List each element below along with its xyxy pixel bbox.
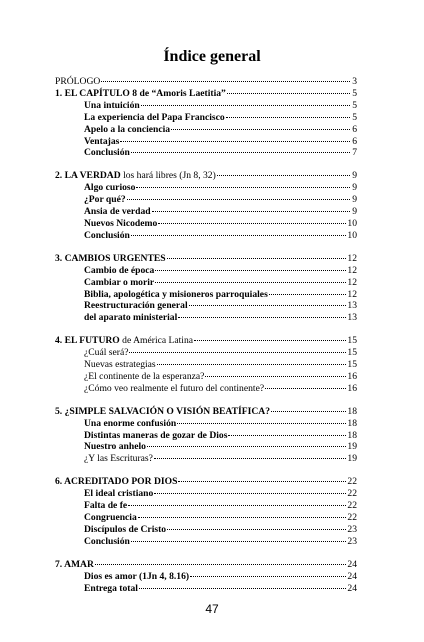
toc-subentry <box>55 488 357 500</box>
toc-entry-text: ¿Por qué? <box>84 194 126 206</box>
toc-page-number: 5 <box>352 99 357 111</box>
toc-entry-text: 2. LA VERDAD <box>55 170 121 182</box>
toc-entry-label <box>55 559 94 571</box>
toc-entry-text: Cambio de época <box>84 264 155 276</box>
dot-leader <box>227 93 350 94</box>
toc-entry-text: 4. EL FUTURO <box>55 335 120 347</box>
toc-section <box>55 170 357 241</box>
dot-leader <box>178 317 346 318</box>
toc-entry-label <box>55 76 100 88</box>
toc-entry-text: 3. CAMBIOS URGENTES <box>55 252 166 264</box>
toc-entry-label <box>84 136 119 148</box>
dot-leader <box>154 493 346 494</box>
toc-entry-text: Reestructuración general <box>84 300 188 312</box>
toc-entry-label <box>84 312 177 324</box>
dot-leader <box>171 129 350 130</box>
dot-leader <box>131 541 347 542</box>
toc-entry-text: los hará libres (Jn 8, 32) <box>120 170 216 182</box>
dot-leader <box>147 446 346 447</box>
dot-leader <box>189 305 347 306</box>
dot-leader <box>127 199 350 200</box>
toc-entry-label <box>84 230 130 242</box>
toc-entry-text: El ideal cristiano <box>84 488 154 500</box>
toc-page-number: 18 <box>347 417 357 429</box>
toc-chapter-entry <box>55 335 357 347</box>
toc-entry-label <box>84 289 268 301</box>
toc-entry-label <box>84 194 126 206</box>
toc-subentry <box>55 300 357 312</box>
toc-entry-label <box>55 476 177 488</box>
toc-entry-label <box>84 300 188 312</box>
toc-entry-label <box>84 512 137 524</box>
toc-subentry <box>55 500 357 512</box>
toc-page-number: 10 <box>347 229 357 241</box>
toc-subentry <box>55 571 357 583</box>
toc-subentry <box>55 182 357 194</box>
toc-subentry <box>55 124 357 136</box>
toc-subentry <box>55 453 357 465</box>
dot-leader <box>120 141 350 142</box>
toc-entry-text: Biblia, apologética y misioneros parroquiales <box>84 288 268 300</box>
toc-page-number: 12 <box>347 288 357 300</box>
toc-entry-label <box>84 265 154 277</box>
toc-page-number: 10 <box>347 217 357 229</box>
toc-subentry <box>55 312 357 324</box>
toc-entry-label <box>84 524 166 536</box>
toc-entry-label <box>84 218 157 230</box>
toc-entry-text: Entrega total <box>84 582 138 594</box>
toc-page-number: 5 <box>352 111 357 123</box>
dot-leader <box>269 294 347 295</box>
toc-entry-text: 7. AMAR <box>55 558 94 570</box>
toc-page-number: 15 <box>347 335 357 347</box>
toc-entry-text: ¿El continente de la esperanza? <box>84 370 205 382</box>
toc-subentry <box>55 383 357 395</box>
toc-subentry <box>55 430 357 442</box>
toc-subentry <box>55 136 357 148</box>
toc-subentry <box>55 218 357 230</box>
toc-page-number: 5 <box>352 87 357 99</box>
toc-entry-text: Apelo a la conciencia <box>84 123 171 135</box>
toc-entry-text: Distintas maneras de gozar de Dios <box>84 429 228 441</box>
toc-page-number: 15 <box>347 359 357 371</box>
toc-subentry <box>55 100 357 112</box>
toc-subentry <box>55 536 357 548</box>
toc-page-number: 12 <box>347 264 357 276</box>
toc-chapter-entry <box>55 559 357 571</box>
toc-entry-text: Nuevas estrategias <box>84 359 156 371</box>
dot-leader <box>271 411 346 412</box>
toc-subentry <box>55 194 357 206</box>
toc-entry-label <box>84 441 146 453</box>
toc-page-number: 9 <box>352 182 357 194</box>
dot-leader <box>136 187 350 188</box>
dot-leader <box>131 235 347 236</box>
dot-leader <box>131 152 350 153</box>
dot-leader <box>178 481 346 482</box>
toc-entry-text: Falta de fe <box>84 500 128 512</box>
toc-page-number: 18 <box>347 405 357 417</box>
toc-entry-label <box>55 170 216 182</box>
toc-subentry <box>55 347 357 359</box>
toc-subentry <box>55 371 357 383</box>
toc-entry-label <box>84 112 225 124</box>
toc-subentry <box>55 441 357 453</box>
toc-subentry <box>55 112 357 124</box>
toc-subentry <box>55 512 357 524</box>
dot-leader <box>95 564 347 565</box>
page-title: Índice general <box>163 48 261 65</box>
toc-entry-text: Cambiar o morir <box>84 276 155 288</box>
toc-entry-text: Algo curioso <box>84 182 136 194</box>
toc-page-number: 22 <box>347 512 357 523</box>
toc-page-number: 12 <box>347 276 357 288</box>
dot-leader <box>158 223 346 224</box>
toc-entry-label <box>84 347 128 359</box>
toc-subentry <box>55 265 357 277</box>
toc-entry-label <box>84 371 204 383</box>
toc-entry-label <box>84 571 189 583</box>
toc-entry-label <box>84 100 140 112</box>
toc-page-number: 12 <box>347 252 357 264</box>
toc-page-number: 6 <box>352 123 357 135</box>
toc-entry-text: ¿Y las Escrituras? <box>84 453 153 465</box>
toc-page-number: 22 <box>347 476 357 488</box>
page-number: 47 <box>205 602 219 616</box>
toc-page-number: 22 <box>347 488 357 500</box>
toc-entry-label <box>55 406 270 418</box>
toc-entry-text: Una intuición <box>84 99 140 111</box>
toc-entry-label <box>84 383 264 395</box>
toc-entry-text: Discípulos de Cristo <box>84 523 167 535</box>
toc-entry-text: Nuevos Nicodemo <box>84 217 158 229</box>
toc-entry-text: Conclusión <box>84 535 130 547</box>
dot-leader <box>129 352 346 353</box>
toc-page-number: 13 <box>347 312 357 324</box>
toc-page-number: 16 <box>347 382 357 394</box>
dot-leader <box>228 435 346 436</box>
toc-subentry <box>55 359 357 371</box>
toc-chapter-entry <box>55 253 357 265</box>
dot-leader <box>154 458 347 459</box>
toc-entry-text: Conclusión <box>84 229 130 241</box>
toc-subentry <box>55 206 357 218</box>
toc-entry-text: Nuestro anhelo <box>84 441 146 453</box>
toc-page-number: 13 <box>347 300 357 312</box>
toc-subentry <box>55 289 357 301</box>
toc-entry-text: Ansia de verdad <box>84 206 151 218</box>
toc-page-number: 24 <box>347 558 357 570</box>
toc-page-number: 9 <box>352 170 357 182</box>
toc-entry-label <box>84 206 151 218</box>
toc-entry-label <box>55 335 193 347</box>
toc-page-number: 23 <box>347 535 357 547</box>
toc-entry-label <box>84 147 130 159</box>
dot-leader <box>138 517 347 518</box>
toc-entry-label <box>84 359 156 371</box>
toc-page-number: 16 <box>347 370 357 382</box>
toc-entry-text: 1. EL CAPÍTULO 8 de “Amoris Laetitia” <box>55 87 226 99</box>
toc-section <box>55 335 357 395</box>
dot-leader <box>226 117 350 118</box>
toc-subentry <box>55 418 357 430</box>
dot-leader <box>152 211 350 212</box>
toc-section <box>55 476 357 547</box>
toc-entry-text: ¿Cuál será? <box>84 347 129 359</box>
toc-page-number: 23 <box>347 523 357 535</box>
dot-leader <box>177 423 346 424</box>
toc-entry-label <box>84 124 170 136</box>
toc-entry-text: La experiencia del Papa Francisco <box>84 111 225 123</box>
dot-leader <box>217 175 350 176</box>
toc-page-number: 7 <box>352 147 357 159</box>
dot-leader <box>155 270 346 271</box>
toc-page-number: 18 <box>347 429 357 441</box>
toc-entry-label <box>84 500 127 512</box>
toc-page-number: 24 <box>347 582 357 594</box>
toc-subentry <box>55 230 357 242</box>
toc-page-number: 9 <box>352 206 357 218</box>
toc-entry-text: Dios es amor (1Jn 4, 8.16) <box>84 570 190 582</box>
toc-section <box>55 559 357 595</box>
toc-entry-text: 5. ¿SIMPLE SALVACIÓN O VISIÓN BEATÍFICA? <box>55 405 271 417</box>
toc-entry-label <box>84 182 135 194</box>
toc-entry-text: PRÓLOGO <box>55 76 101 87</box>
toc-subentry <box>55 524 357 536</box>
toc-chapter-entry <box>55 406 357 418</box>
toc-entry-label <box>84 536 130 548</box>
toc-page-number: 3 <box>352 76 357 87</box>
toc-entry-text: Una enorme confusión <box>84 417 177 429</box>
dot-leader <box>155 282 346 283</box>
toc-entry-label <box>84 418 176 430</box>
dot-leader <box>190 576 346 577</box>
toc-entry-label <box>84 453 153 465</box>
toc-entry-label <box>55 88 226 100</box>
table-of-contents <box>55 76 357 605</box>
toc-page-number: 19 <box>347 441 357 453</box>
toc-entry-label <box>84 277 154 289</box>
dot-leader <box>157 364 347 365</box>
toc-entry-label <box>84 583 138 595</box>
toc-page-number: 15 <box>347 347 357 359</box>
toc-entry-label <box>84 488 153 500</box>
toc-page-number: 9 <box>352 194 357 206</box>
dot-leader <box>139 588 346 589</box>
toc-page-number: 6 <box>352 135 357 147</box>
dot-leader <box>101 81 350 82</box>
toc-subentry <box>55 147 357 159</box>
toc-page-number: 24 <box>347 570 357 582</box>
toc-subentry <box>55 583 357 595</box>
toc-entry-label <box>55 253 166 265</box>
toc-chapter-entry <box>55 170 357 182</box>
toc-entry-text: de América Latina <box>119 335 194 347</box>
toc-entry-text: del aparato ministerial <box>84 312 178 324</box>
toc-chapter-entry <box>55 88 357 100</box>
toc-entry-text: Congruencia <box>84 512 137 523</box>
toc-section <box>55 253 357 324</box>
toc-entry-label <box>84 430 227 442</box>
dot-leader <box>194 340 346 341</box>
toc-entry-text: ¿Cómo veo realmente el futuro del continente? <box>84 382 265 394</box>
toc-section <box>55 406 357 466</box>
toc-chapter-entry <box>55 76 357 88</box>
dot-leader <box>205 376 346 377</box>
dot-leader <box>128 505 346 506</box>
dot-leader <box>167 529 346 530</box>
dot-leader <box>141 105 350 106</box>
toc-section <box>55 76 357 159</box>
toc-entry-text: Ventajas <box>84 135 120 147</box>
toc-subentry <box>55 277 357 289</box>
toc-entry-text: Conclusión <box>84 147 130 159</box>
dot-leader <box>265 388 346 389</box>
toc-entry-text: 6. ACREDITADO POR DIOS <box>55 476 178 488</box>
toc-chapter-entry <box>55 476 357 488</box>
toc-page-number: 19 <box>347 453 357 465</box>
dot-leader <box>167 258 347 259</box>
toc-page-number: 22 <box>347 500 357 512</box>
